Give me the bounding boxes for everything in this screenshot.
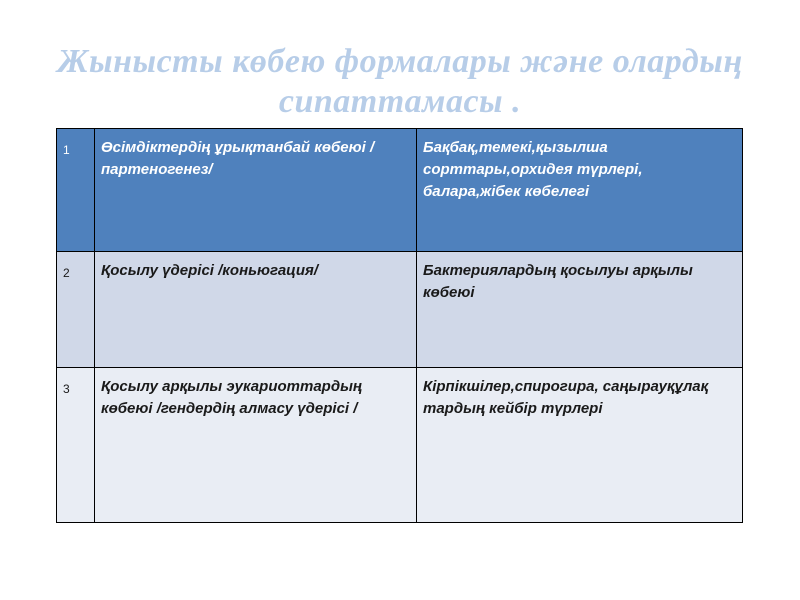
examples-cell: Кірпікшілер,спирогира, саңырауқұлақ тардың кейбір түрлері [417,368,743,523]
title-line-1: Жынысты көбею формалары және олардың [57,43,743,80]
reproduction-form-cell: Қосылу арқылы эукариоттардың көбеюі /гендердің алмасу үдерісі / [95,368,417,523]
title-line-2: сипаттамасы . [278,83,522,120]
table-row [57,368,743,523]
row-number: 2 [57,252,95,368]
table-row [57,252,743,368]
row-number: 1 [57,129,95,252]
reproduction-forms-table [56,128,743,523]
examples-cell: Бактериялардың қосылуы арқылы көбеюі [417,252,743,368]
reproduction-form-cell: Өсімдіктердің ұрықтанбай көбеюі /партеногенез/ [95,129,417,252]
examples-cell: Бақбақ,темекі,қызылша сорттары,орхидея түрлері, балара,жібек көбелегі [417,129,743,252]
table-row [57,129,743,252]
row-number: 3 [57,368,95,523]
reproduction-form-cell: Қосылу үдерісі /коньюгация/ [95,252,417,368]
page-title [0,42,800,122]
